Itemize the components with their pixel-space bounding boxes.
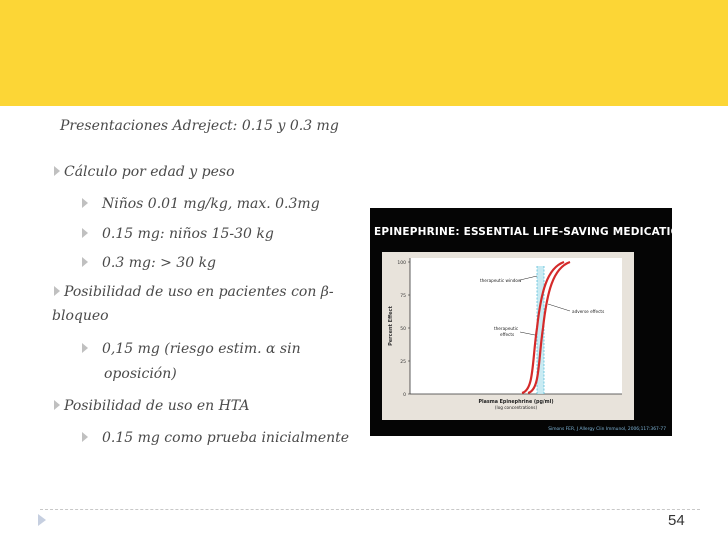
bullet-text: oposición) — [104, 366, 177, 382]
figure-citation: Simons FER, J Allergy Clin Immunol, 2006;117:367-77 — [548, 427, 666, 432]
plot-panel — [382, 252, 634, 420]
bullet-text: Posibilidad de uso en pacientes con β- — [64, 284, 334, 300]
bullet-text: 0,15 mg (riesgo estim. α sin — [102, 341, 301, 357]
heading-line — [60, 118, 339, 134]
therapeutic-effects-label-1: therapeutic — [494, 326, 519, 331]
bullet-text: 0.3 mg: > 30 kg — [102, 255, 217, 271]
epinephrine-figure — [370, 208, 689, 436]
y-axis-label: Percent Effect — [388, 306, 394, 346]
y-tick-75: 75 — [400, 294, 406, 299]
bullet-text: 0.15 mg: niños 15-30 kg — [102, 226, 274, 242]
dose-response-plot — [382, 252, 634, 420]
heading: Presentaciones Adreject: 0.15 y 0.3 mg — [60, 118, 339, 134]
bullet-beta-cont — [52, 308, 109, 324]
bullet-text: Posibilidad de uso en HTA — [64, 398, 250, 414]
bullet-text: Cálculo por edad y peso — [64, 164, 235, 180]
footer-arrow-icon — [38, 514, 46, 526]
bullet-arrow-icon — [82, 432, 88, 442]
bullet-text: bloqueo — [52, 308, 109, 324]
bullet-calc-1 — [82, 196, 320, 212]
bullet-beta — [54, 284, 334, 300]
bullet-arrow-icon — [82, 228, 88, 238]
bullet-calc-3 — [82, 255, 216, 271]
x-axis-label: Plasma Epinephrine (pg/ml) — [478, 400, 554, 405]
bullet-arrow-icon — [54, 400, 60, 410]
y-tick-100: 100 — [397, 261, 406, 266]
bullet-arrow-icon — [54, 166, 60, 176]
adverse-effects-label: adverse effects — [572, 309, 605, 314]
bullet-calc-2 — [82, 226, 274, 242]
title-band — [0, 0, 728, 106]
y-tick-50: 50 — [400, 327, 406, 332]
therapeutic-window-label: therapeutic window — [480, 278, 522, 283]
therapeutic-effects-label-2: effects — [500, 332, 515, 337]
y-tick-0: 0 — [403, 393, 406, 398]
bullet-beta-1 — [82, 341, 301, 357]
page-number: 54 — [668, 512, 685, 529]
bullet-calc — [54, 164, 235, 180]
footer-divider — [40, 509, 700, 510]
bullet-text: 0.15 mg como prueba inicialmente — [102, 430, 350, 446]
bullet-arrow-icon — [82, 198, 88, 208]
bullet-arrow-icon — [82, 257, 88, 267]
y-tick-labels — [397, 260, 406, 398]
bullet-hta-1 — [82, 430, 349, 446]
y-tick-25: 25 — [400, 360, 406, 365]
bullet-hta — [54, 398, 249, 414]
bullet-beta-1-cont — [104, 366, 177, 382]
bullet-text: Niños 0.01 mg/kg, max. 0.3mg — [102, 196, 320, 212]
bullet-arrow-icon — [82, 343, 88, 353]
bullet-arrow-icon — [54, 286, 60, 296]
x-axis-sublabel: (log concentrations) — [494, 405, 538, 410]
figure-title: EPINEPHRINE: ESSENTIAL LIFE-SAVING MEDICATION — [374, 226, 689, 238]
